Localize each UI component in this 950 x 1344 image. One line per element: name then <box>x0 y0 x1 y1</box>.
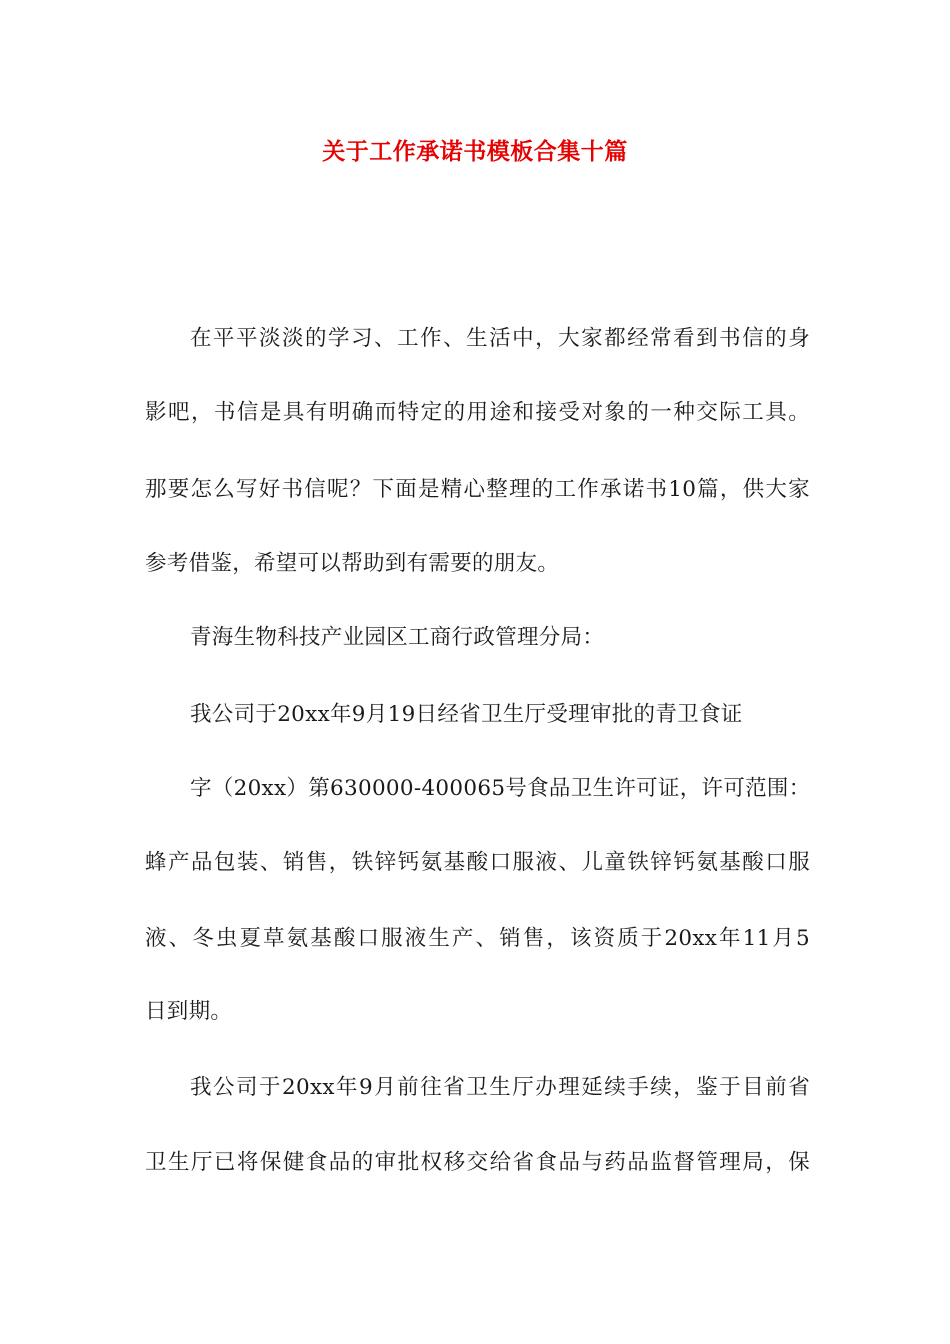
body-line: 那要怎么写好书信呢？下面是精心整理的工作承诺书10篇，供大家 <box>145 477 810 502</box>
body-line: 参考借鉴，希望可以帮助到有需要的朋友。 <box>145 551 560 576</box>
body-line: 字（20xx）第630000-400065号食品卫生许可证，许可范围： <box>190 776 811 801</box>
body-line: 影吧，书信是具有明确而特定的用途和接受对象的一种交际工具。 <box>145 400 810 425</box>
body-line: 在平平淡淡的学习、工作、生活中，大家都经常看到书信的身 <box>190 326 810 351</box>
body-line: 我公司于20xx年9月19日经省卫生厅受理审批的青卫食证 <box>190 702 743 727</box>
body-line: 日到期。 <box>145 999 233 1024</box>
body-line: 卫生厅已将保健食品的审批权移交给省食品与药品监督管理局，保 <box>145 1150 810 1175</box>
document-title: 关于工作承诺书模板合集十篇 <box>322 138 628 165</box>
salutation-line: 青海生物科技产业园区工商行政管理分局： <box>190 625 605 650</box>
body-line: 蜂产品包装、销售，铁锌钙氨基酸口服液、儿童铁锌钙氨基酸口服 <box>145 850 810 875</box>
body-line: 液、冬虫夏草氨基酸口服液生产、销售，该资质于20xx年11月5 <box>145 926 810 951</box>
body-line: 我公司于20xx年9月前往省卫生厅办理延续手续，鉴于目前省 <box>190 1075 810 1100</box>
